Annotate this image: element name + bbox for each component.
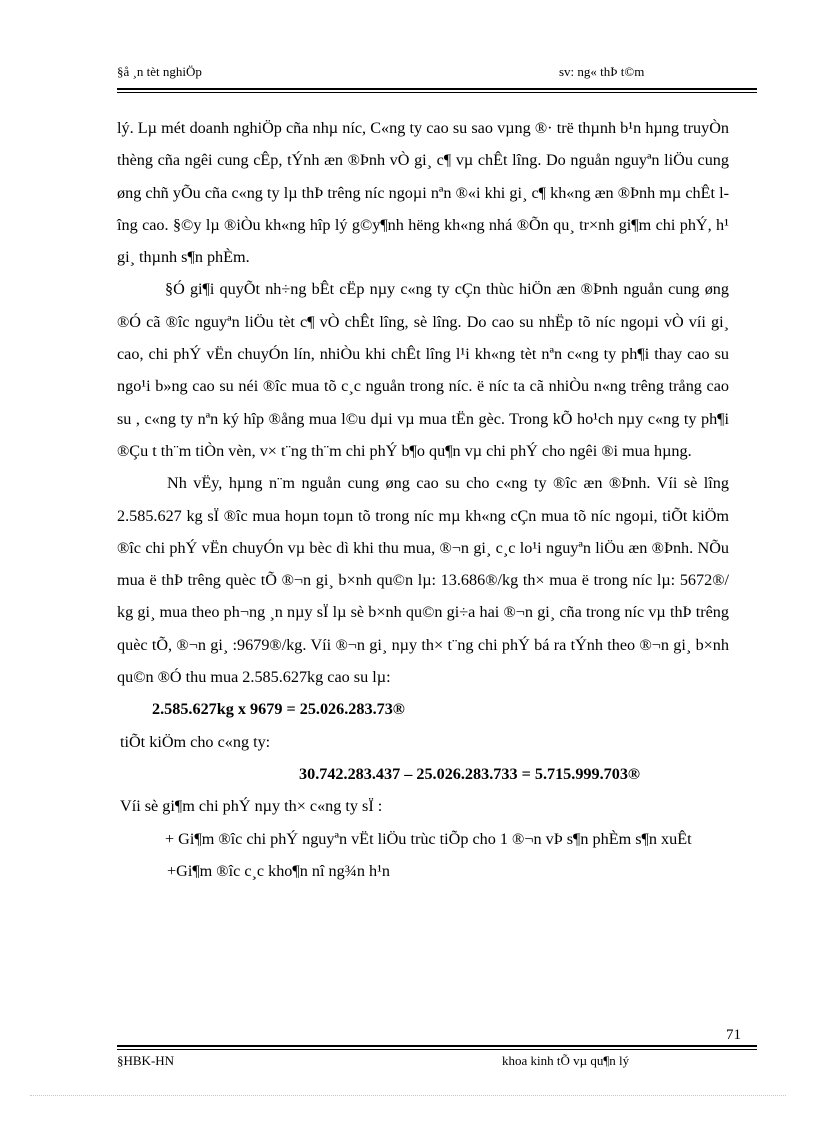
equation-cost: 2.585.627kg x 9679 = 25.026.283.73® [152,700,405,719]
header-rule-thick [117,88,757,90]
footer-department: khoa kinh tÕ vµ qu¶n lý [502,1053,630,1068]
benefit-item-1: + Gi¶m ®îc chi phÝ nguyªn vËt liÖu trùc tiÕp cho 1 ®¬n vÞ s¶n phÈm s¶n xuÊt [165,829,692,848]
header-student-name: sv: ng« thÞ t©m [559,64,645,79]
page-number: 71 [726,1027,741,1043]
page-header [117,64,757,84]
paragraph-2: §Ó gi¶i quyÕt nh÷ng bÊt cËp nµy c«ng ty cÇn thùc hiÖn æn ®Þnh nguån cung øng ®Ó cã ®îc nguyªn liÖu tèt c¶ vÒ chÊt lîng, sè lîng. Do cao su nhËp tõ níc ngoµi vÒ víi gi¸ cao, chi phÝ vËn chuyÓn lín, nhiÒu khi chÊt lîng l¹i kh«ng tèt nªn c«ng ty ph¶i thay cao su ngo¹i b»ng cao su néi ®îc mua tõ c¸c nguån trong níc. ë níc ta cã nhiÒu n«ng trêng trång cao su , c«ng ty nªn ký hîp ®ång mua l©u dµi vµ mua tËn gèc. Trong kÕ ho¹ch nµy c«ng ty ph¶i ®Çu t th¨m tiÒn vèn, v× t¨ng th¨m chi phÝ b¶o qu¶n vµ chi phÝ cho ngêi ®i mua hµng. [117,280,729,460]
benefits-label: Víi sè gi¶m chi phÝ nµy th× c«ng ty sÏ : [120,797,383,816]
page-edge-divider [30,1095,786,1096]
equation-savings: 30.742.283.437 – 25.026.283.733 = 5.715.999.703® [299,764,641,783]
header-rule-thin [117,92,757,93]
savings-label: tiÕt kiÖm cho c«ng ty: [120,732,271,751]
paragraph-3: Nh vËy, hµng n¨m nguån cung øng cao su cho c«ng ty ®îc æn ®Þnh. Víi sè lîng 2.585.627 kg sÏ ®îc mua hoµn toµn tõ trong níc mµ kh«ng cÇn mua tõ níc ngoµi, tiÕt kiÖm ®îc chi phÝ vËn chuyÓn vµ bèc dì khi thu mua, ®¬n gi¸ c¸c lo¹i nguyªn liÖu æn ®Þnh. NÕu mua ë thÞ trêng quèc tÕ ®¬n gi¸ b×nh qu©n lµ: 13.686®/kg th× mua ë trong níc lµ: 5672®/ kg gi¸ mua theo ph¬ng ¸n nµy sÏ lµ sè b×nh qu©n gi÷a hai ®¬n gi¸ cña trong níc vµ thÞ trêng quèc tÕ, ®¬n gi¸ :9679®/kg. Víi ®¬n gi¸ nµy th× t¨ng chi phÝ bá ra tÝnh theo ®¬n gi¸ b×nh qu©n ®Ó thu mua 2.585.627kg cao su lµ: [117,474,729,687]
footer-rule-thin [117,1049,757,1050]
footer-institution: §HBK-HN [117,1053,175,1068]
benefit-item-2: +Gi¶m ®îc c¸c kho¶n nî ng¾n h¹n [167,861,391,880]
page-body [117,112,729,887]
paragraph-1: lý. Lµ mét doanh nghiÖp cña nhµ níc, C«ng ty cao su sao vµng ®· trë thµnh b¹n hµng truyÒn thèng cña ngêi cung cÊp, tÝnh æn ®Þnh vÒ gi¸ c¶ vµ chÊt lîng. Do nguån nguyªn liÖu cung øng chñ yÕu cña c«ng ty lµ thÞ trêng níc ngoµi nªn ®«i khi gi¸ c¶ kh«ng æn ®Þnh mµ chÊt lîng cao. §©y lµ ®iÒu kh«ng hîp lý g©y¶nh hëng kh«ng nhá ®Õn qu¸ tr×nh gi¶m chi phÝ, h¹ gi¸ thµnh s¶n phÈm. [117,119,729,267]
footer-rule-thick [117,1045,757,1047]
header-document-title: §å ¸n tèt nghiÖp [117,64,202,79]
